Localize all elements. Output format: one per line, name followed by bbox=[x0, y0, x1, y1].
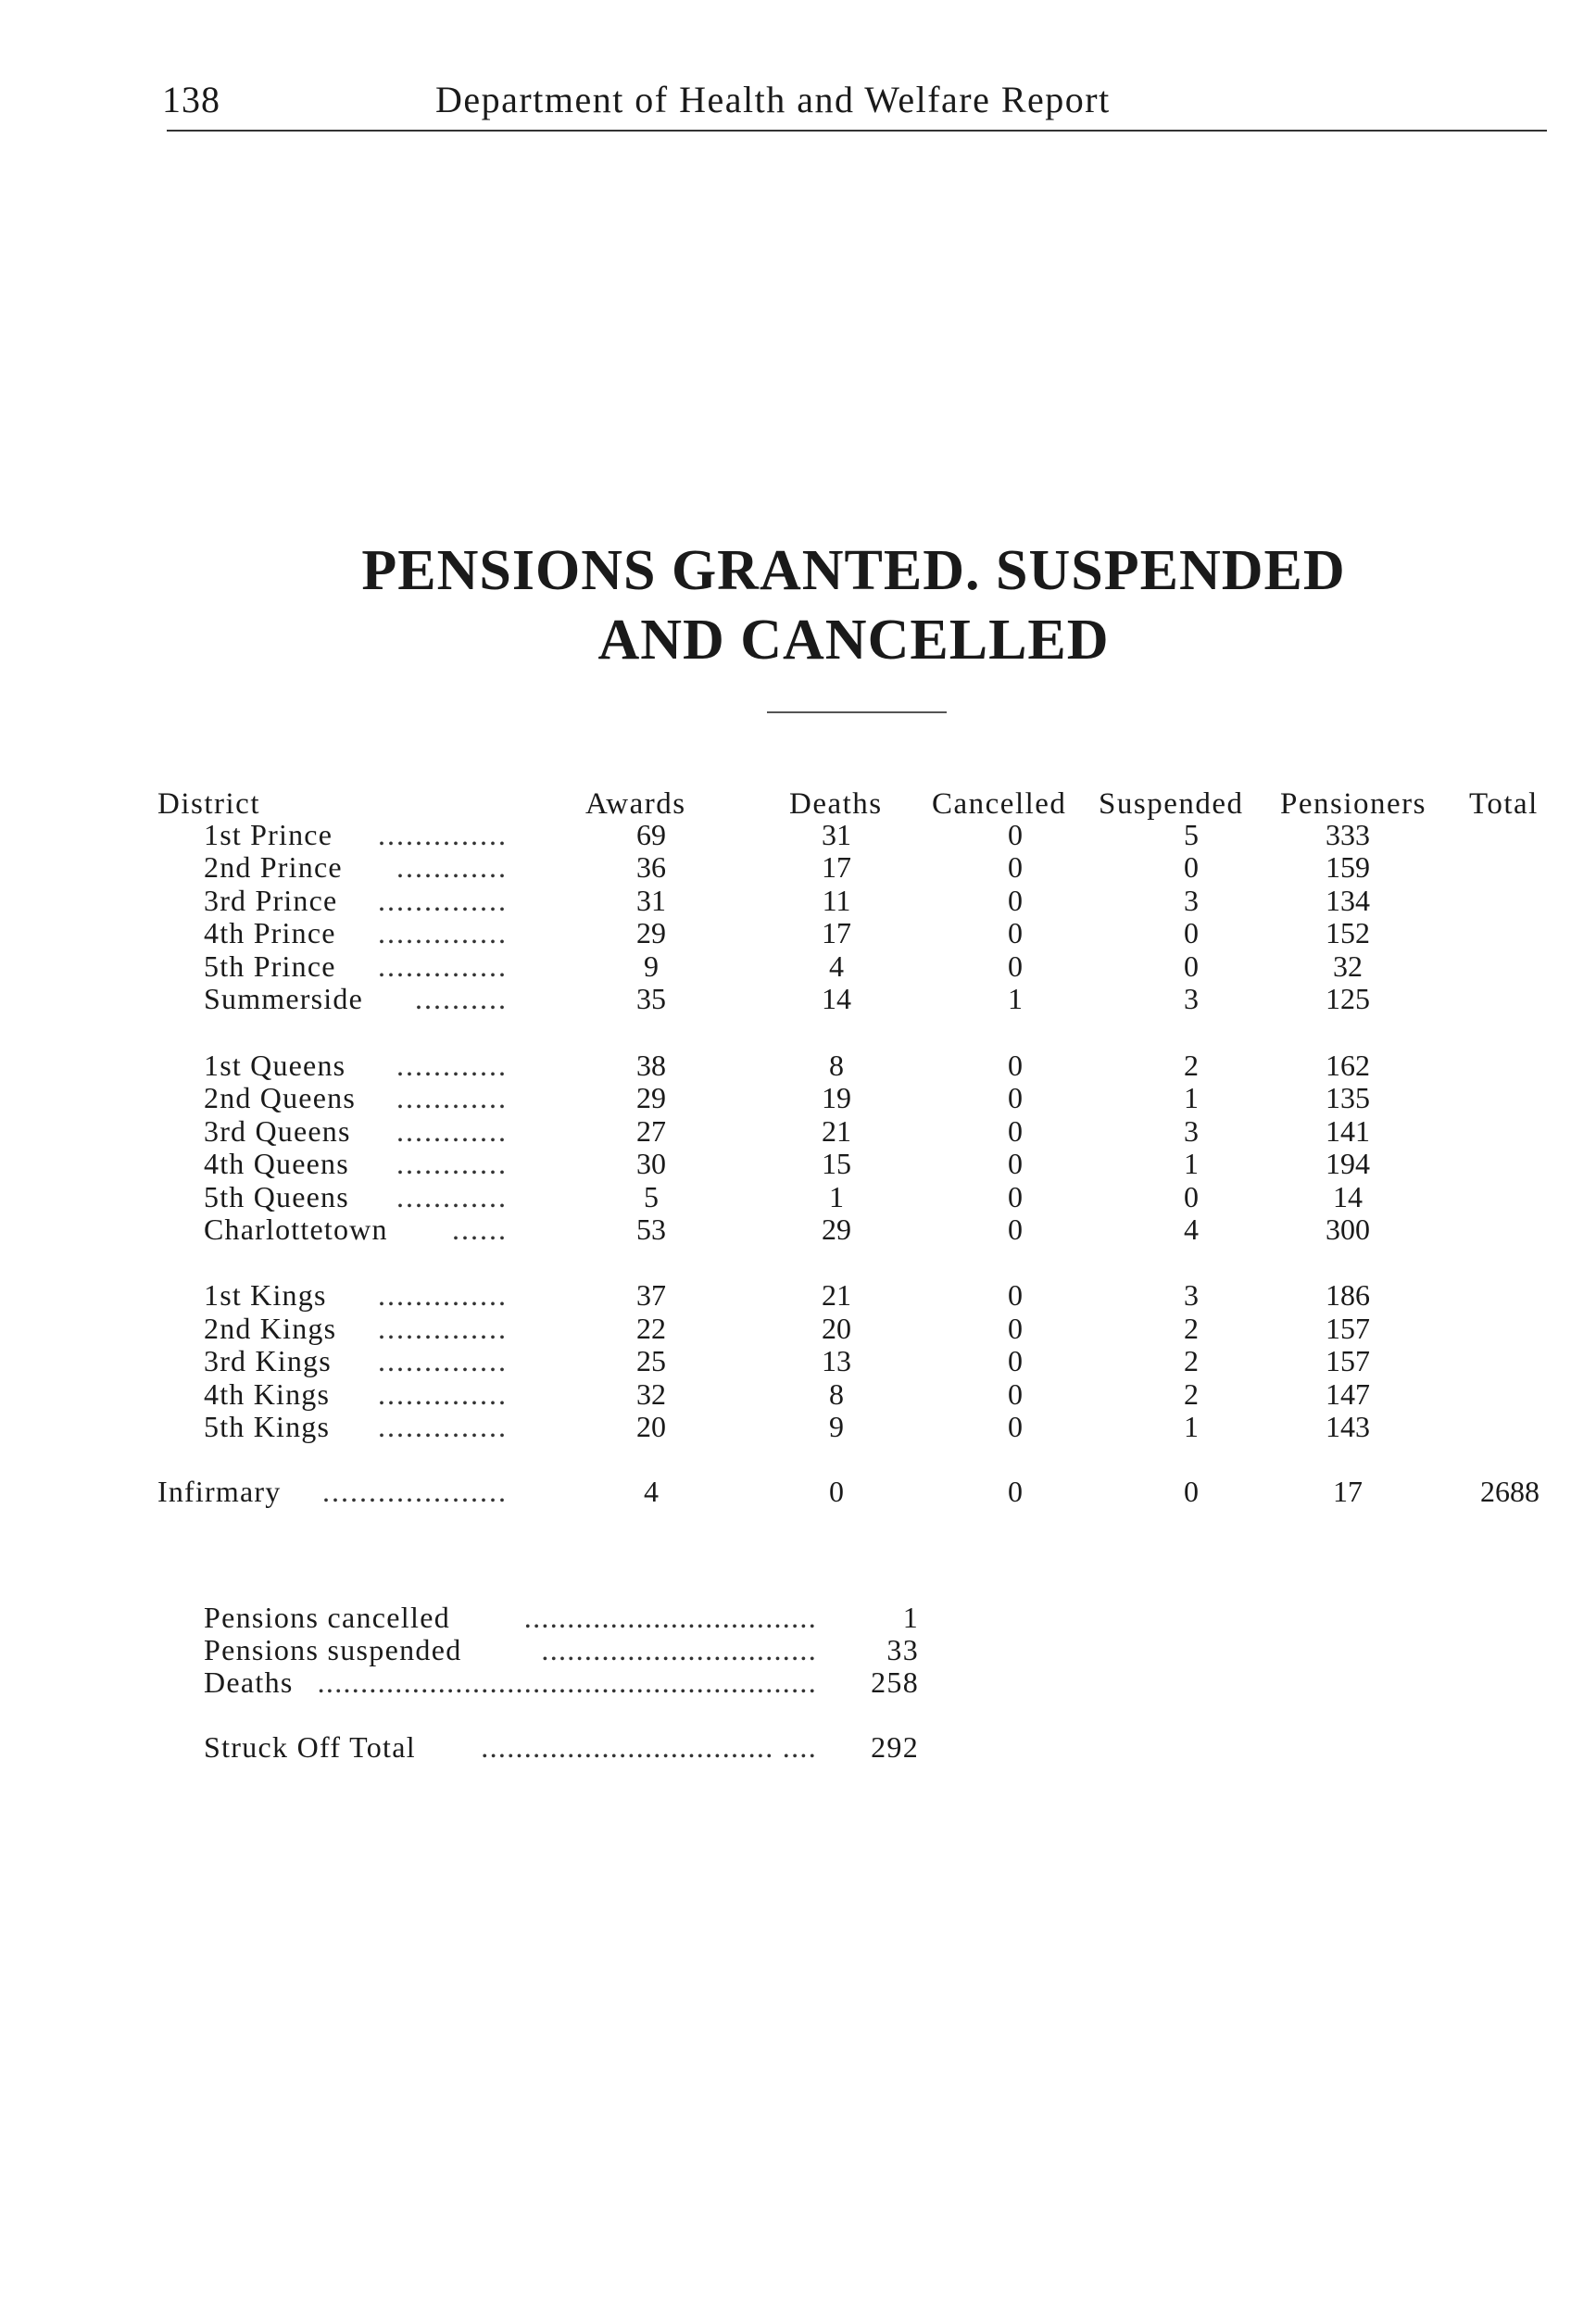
district-name: 1st Prince bbox=[204, 818, 333, 851]
dot-leader: .................................. .... bbox=[481, 1730, 817, 1764]
cell-cancelled: 0 bbox=[1008, 1312, 1023, 1345]
cell-deaths: 21 bbox=[822, 1278, 851, 1312]
cell-suspended: 2 bbox=[1184, 1049, 1199, 1082]
cell-suspended: 3 bbox=[1184, 1114, 1199, 1148]
district-name: Summerside bbox=[204, 982, 363, 1015]
cell-suspended: 2 bbox=[1184, 1344, 1199, 1377]
cell-cancelled: 0 bbox=[1008, 850, 1023, 884]
cell-deaths: 15 bbox=[822, 1147, 851, 1180]
district-name: 4th Queens bbox=[204, 1147, 349, 1180]
summary-item-label: Pensions cancelled bbox=[204, 1601, 450, 1634]
cell-suspended: 4 bbox=[1184, 1213, 1199, 1246]
cell-deaths: 1 bbox=[829, 1180, 844, 1213]
column-header-suspended: Suspended bbox=[1099, 787, 1244, 821]
cell-deaths: 19 bbox=[822, 1081, 851, 1114]
cell-pensioners: 135 bbox=[1326, 1081, 1370, 1114]
cell-deaths: 11 bbox=[822, 884, 851, 917]
summary-item-value: 258 bbox=[871, 1665, 919, 1699]
running-title: Department of Health and Welfare Report bbox=[435, 79, 1111, 120]
dot-leader: ............ bbox=[396, 1147, 508, 1180]
cell-cancelled: 0 bbox=[1008, 949, 1023, 983]
dot-leader: ............ bbox=[396, 1180, 508, 1213]
cell-cancelled: 0 bbox=[1008, 1344, 1023, 1377]
dot-leader: .............. bbox=[378, 1312, 508, 1345]
district-name: Charlottetown bbox=[204, 1213, 388, 1246]
cell-cancelled: 0 bbox=[1008, 818, 1023, 851]
cell-deaths: 14 bbox=[822, 982, 851, 1015]
cell-pensioners: 194 bbox=[1326, 1147, 1370, 1180]
cell-deaths: 17 bbox=[822, 916, 851, 949]
district-name: 2nd Queens bbox=[204, 1081, 356, 1114]
dot-leader: ...... bbox=[452, 1213, 508, 1246]
dot-leader: ............ bbox=[396, 1081, 508, 1114]
cell-pensioners: 17 bbox=[1333, 1475, 1363, 1508]
cell-awards: 36 bbox=[636, 850, 666, 884]
cell-deaths: 4 bbox=[829, 949, 844, 983]
column-header-deaths: Deaths bbox=[789, 787, 883, 821]
district-name: 4th Kings bbox=[204, 1377, 331, 1411]
cell-awards: 20 bbox=[636, 1410, 666, 1443]
cell-suspended: 1 bbox=[1184, 1081, 1199, 1114]
cell-cancelled: 0 bbox=[1008, 1147, 1023, 1180]
district-name: 3rd Kings bbox=[204, 1344, 332, 1377]
dot-leader: .............. bbox=[378, 916, 508, 949]
cell-cancelled: 0 bbox=[1008, 1114, 1023, 1148]
dot-leader: .................................. bbox=[523, 1601, 817, 1634]
cell-deaths: 8 bbox=[829, 1049, 844, 1082]
district-name: 1st Kings bbox=[204, 1278, 327, 1312]
cell-cancelled: 0 bbox=[1008, 916, 1023, 949]
cell-awards: 25 bbox=[636, 1344, 666, 1377]
cell-pensioners: 125 bbox=[1326, 982, 1370, 1015]
district-name: 5th Kings bbox=[204, 1410, 331, 1443]
district-name: Infirmary bbox=[157, 1475, 282, 1508]
column-header-awards: Awards bbox=[585, 787, 686, 821]
column-header-pensioners: Pensioners bbox=[1280, 787, 1426, 821]
cell-awards: 37 bbox=[636, 1278, 666, 1312]
cell-deaths: 20 bbox=[822, 1312, 851, 1345]
cell-suspended: 2 bbox=[1184, 1377, 1199, 1411]
district-name: 3rd Queens bbox=[204, 1114, 351, 1148]
cell-awards: 29 bbox=[636, 916, 666, 949]
cell-deaths: 21 bbox=[822, 1114, 851, 1148]
cell-cancelled: 1 bbox=[1008, 982, 1023, 1015]
cell-deaths: 13 bbox=[822, 1344, 851, 1377]
cell-awards: 5 bbox=[644, 1180, 659, 1213]
cell-pensioners: 159 bbox=[1326, 850, 1370, 884]
cell-pensioners: 186 bbox=[1326, 1278, 1370, 1312]
cell-awards: 30 bbox=[636, 1147, 666, 1180]
dot-leader: ................................ bbox=[541, 1633, 817, 1666]
struck-off-total-value: 292 bbox=[871, 1730, 919, 1764]
column-header-cancelled: Cancelled bbox=[932, 787, 1067, 821]
dot-leader: .............. bbox=[378, 818, 508, 851]
cell-cancelled: 0 bbox=[1008, 1410, 1023, 1443]
dot-leader: .............. bbox=[378, 1344, 508, 1377]
cell-pensioners: 141 bbox=[1326, 1114, 1370, 1148]
dot-leader: .................... bbox=[322, 1475, 508, 1508]
title-rule bbox=[767, 711, 947, 713]
cell-suspended: 1 bbox=[1184, 1147, 1199, 1180]
district-name: 1st Queens bbox=[204, 1049, 346, 1082]
cell-awards: 29 bbox=[636, 1081, 666, 1114]
district-name: 4th Prince bbox=[204, 916, 336, 949]
column-header-district: District bbox=[157, 787, 260, 821]
cell-pensioners: 333 bbox=[1326, 818, 1370, 851]
district-name: 2nd Kings bbox=[204, 1312, 337, 1345]
cell-deaths: 17 bbox=[822, 850, 851, 884]
struck-off-total-label: Struck Off Total bbox=[204, 1730, 416, 1764]
cell-deaths: 8 bbox=[829, 1377, 844, 1411]
cell-awards: 53 bbox=[636, 1213, 666, 1246]
cell-suspended: 0 bbox=[1184, 1180, 1199, 1213]
cell-awards: 4 bbox=[644, 1475, 659, 1508]
cell-suspended: 0 bbox=[1184, 916, 1199, 949]
cell-deaths: 9 bbox=[829, 1410, 844, 1443]
cell-total: 2688 bbox=[1480, 1475, 1539, 1508]
cell-suspended: 3 bbox=[1184, 884, 1199, 917]
summary-item-value: 33 bbox=[886, 1633, 919, 1666]
cell-deaths: 0 bbox=[829, 1475, 844, 1508]
cell-awards: 22 bbox=[636, 1312, 666, 1345]
cell-deaths: 31 bbox=[822, 818, 851, 851]
cell-pensioners: 152 bbox=[1326, 916, 1370, 949]
cell-pensioners: 143 bbox=[1326, 1410, 1370, 1443]
section-title-line2: AND CANCELLED bbox=[597, 609, 1110, 672]
cell-deaths: 29 bbox=[822, 1213, 851, 1246]
cell-awards: 35 bbox=[636, 982, 666, 1015]
summary-item-label: Pensions suspended bbox=[204, 1633, 462, 1666]
cell-pensioners: 157 bbox=[1326, 1344, 1370, 1377]
cell-pensioners: 134 bbox=[1326, 884, 1370, 917]
cell-cancelled: 0 bbox=[1008, 1213, 1023, 1246]
cell-suspended: 3 bbox=[1184, 982, 1199, 1015]
cell-awards: 31 bbox=[636, 884, 666, 917]
district-name: 5th Prince bbox=[204, 949, 336, 983]
cell-cancelled: 0 bbox=[1008, 1180, 1023, 1213]
cell-pensioners: 147 bbox=[1326, 1377, 1370, 1411]
dot-leader: ............ bbox=[396, 850, 508, 884]
cell-suspended: 5 bbox=[1184, 818, 1199, 851]
cell-suspended: 0 bbox=[1184, 1475, 1199, 1508]
page-number: 138 bbox=[162, 79, 220, 120]
cell-awards: 9 bbox=[644, 949, 659, 983]
cell-suspended: 0 bbox=[1184, 949, 1199, 983]
cell-pensioners: 14 bbox=[1333, 1180, 1363, 1213]
cell-awards: 32 bbox=[636, 1377, 666, 1411]
cell-pensioners: 162 bbox=[1326, 1049, 1370, 1082]
cell-cancelled: 0 bbox=[1008, 1278, 1023, 1312]
district-name: 2nd Prince bbox=[204, 850, 343, 884]
cell-suspended: 1 bbox=[1184, 1410, 1199, 1443]
cell-cancelled: 0 bbox=[1008, 884, 1023, 917]
cell-pensioners: 32 bbox=[1333, 949, 1363, 983]
summary-item-label: Deaths bbox=[204, 1665, 294, 1699]
cell-cancelled: 0 bbox=[1008, 1377, 1023, 1411]
summary-item-value: 1 bbox=[902, 1601, 919, 1634]
dot-leader: .............. bbox=[378, 1278, 508, 1312]
cell-awards: 69 bbox=[636, 818, 666, 851]
cell-cancelled: 0 bbox=[1008, 1049, 1023, 1082]
cell-suspended: 3 bbox=[1184, 1278, 1199, 1312]
dot-leader: .......................................................... bbox=[317, 1665, 817, 1699]
dot-leader: .............. bbox=[378, 884, 508, 917]
column-header-total: Total bbox=[1469, 787, 1539, 821]
dot-leader: .............. bbox=[378, 1410, 508, 1443]
cell-suspended: 0 bbox=[1184, 850, 1199, 884]
dot-leader: .............. bbox=[378, 949, 508, 983]
dot-leader: .............. bbox=[378, 1377, 508, 1411]
cell-suspended: 2 bbox=[1184, 1312, 1199, 1345]
cell-awards: 27 bbox=[636, 1114, 666, 1148]
header-rule bbox=[167, 130, 1547, 132]
section-title-line1: PENSIONS GRANTED. SUSPENDED bbox=[361, 539, 1346, 602]
dot-leader: ............ bbox=[396, 1114, 508, 1148]
cell-pensioners: 157 bbox=[1326, 1312, 1370, 1345]
cell-cancelled: 0 bbox=[1008, 1475, 1023, 1508]
cell-pensioners: 300 bbox=[1326, 1213, 1370, 1246]
dot-leader: .......... bbox=[415, 982, 508, 1015]
dot-leader: ............ bbox=[396, 1049, 508, 1082]
district-name: 5th Queens bbox=[204, 1180, 349, 1213]
district-name: 3rd Prince bbox=[204, 884, 338, 917]
cell-cancelled: 0 bbox=[1008, 1081, 1023, 1114]
cell-awards: 38 bbox=[636, 1049, 666, 1082]
